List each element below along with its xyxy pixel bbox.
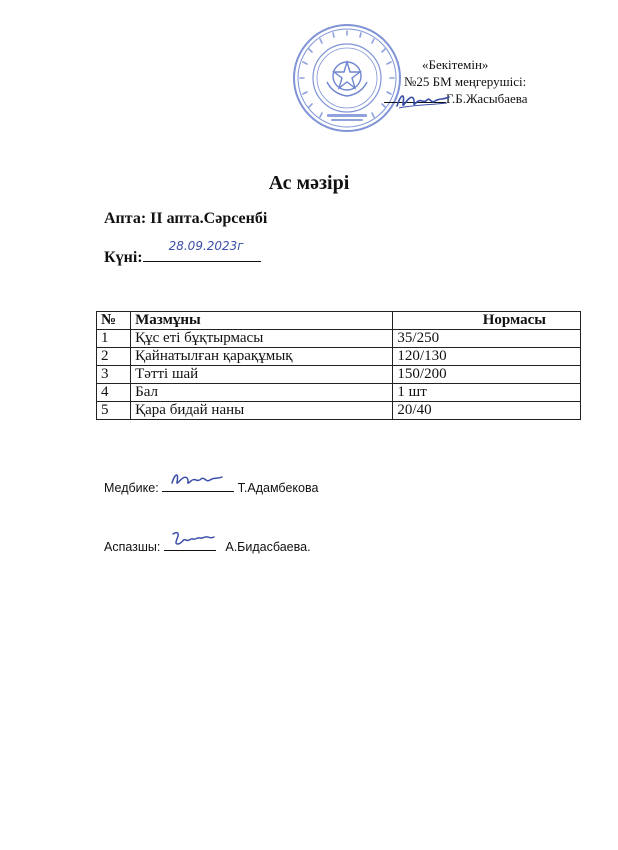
- cook-name: А.Бидасбаева.: [225, 540, 311, 554]
- row-norm: 35/250: [393, 330, 581, 348]
- table-row: [97, 384, 581, 402]
- cook-label: Аспазшы:: [104, 540, 161, 554]
- day-label: Күні:: [104, 249, 143, 266]
- table-header-row: [97, 312, 581, 330]
- nurse-signature-line: [162, 479, 234, 492]
- approver-name: Г.Б.Жасыбаева: [446, 91, 528, 106]
- nurse-signature-icon: [168, 469, 224, 491]
- table-row: [97, 348, 581, 366]
- cook-signature-row: [104, 538, 311, 554]
- row-content: Қайнатылған қарақұмық: [131, 348, 393, 366]
- nurse-label: Медбике:: [104, 481, 159, 495]
- row-number: 3: [97, 366, 131, 384]
- row-number: 2: [97, 348, 131, 366]
- row-content: Тәтті шай: [131, 366, 393, 384]
- row-number: 1: [97, 330, 131, 348]
- week-label: Апта: ІІ апта.Сәрсенбі: [104, 210, 268, 227]
- handwritten-date: 28.09.2023г: [168, 239, 244, 253]
- row-norm: 20/40: [393, 402, 581, 420]
- cook-signature-icon: [170, 528, 216, 550]
- table-row: [97, 330, 581, 348]
- nurse-name: Т.Адамбекова: [237, 481, 319, 495]
- row-number: 5: [97, 402, 131, 420]
- page-title: Ас мәзірі: [268, 172, 350, 194]
- row-norm: 1 шт: [393, 384, 581, 402]
- table-row: [97, 366, 581, 384]
- date-row: [104, 239, 261, 267]
- row-content: Бал: [131, 384, 393, 402]
- row-norm: 150/200: [393, 366, 581, 384]
- header-content: Мазмұны: [131, 312, 393, 330]
- director-signature-icon: [393, 88, 451, 114]
- row-number: 4: [97, 384, 131, 402]
- date-underline: [143, 239, 261, 262]
- header-norm: Нормасы: [393, 312, 581, 330]
- approval-title: «Бекітемін»: [422, 57, 489, 72]
- cook-signature-line: [164, 538, 216, 551]
- row-content: Қара бидай наны: [131, 402, 393, 420]
- menu-table: [96, 311, 581, 420]
- nurse-signature-row: [104, 479, 318, 495]
- row-norm: 120/130: [393, 348, 581, 366]
- table-row: [97, 402, 581, 420]
- header-number: №: [97, 312, 131, 330]
- approval-position: №25 БМ меңгерушісі:: [404, 74, 527, 89]
- row-content: Құс еті бұқтырмасы: [131, 330, 393, 348]
